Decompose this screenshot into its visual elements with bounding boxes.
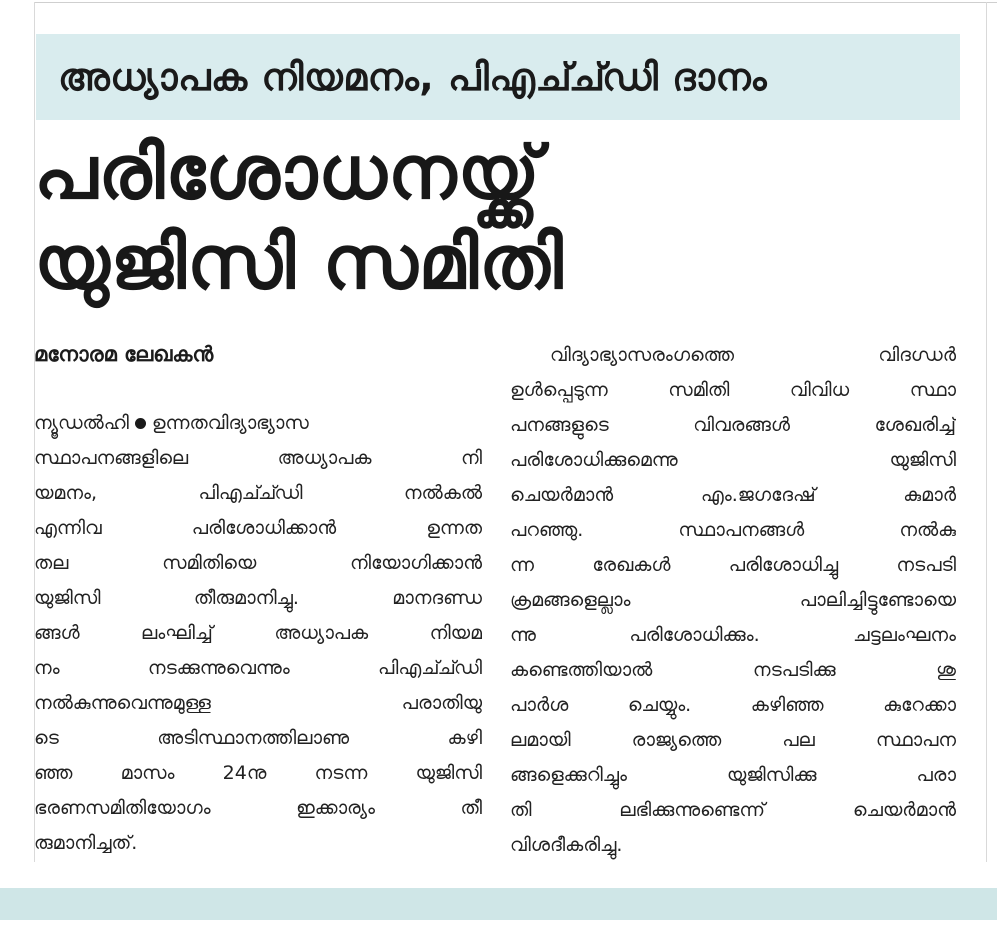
column-1-line-text: ഉന്നതവിദ്യാഭ്യാസ <box>151 412 309 434</box>
headline-line-2: യുജിസി സമിതി <box>34 220 564 306</box>
column-2-line: ഉൾപ്പെടുന്ന സമിതി വിവിധ സ്ഥാ <box>510 379 956 401</box>
column-1-line <box>34 406 482 441</box>
article-column-2 <box>510 338 956 863</box>
column-1-line: ങ്ങൾ ലംഘിച്ച് അധ്യാപക നിയമ <box>34 622 482 644</box>
bottom-band <box>0 888 997 920</box>
column-2-line: തി ലഭിക്കുന്നുണ്ടെന്ന് ചെയർമാൻ <box>510 799 956 821</box>
right-border-rule <box>986 2 987 862</box>
column-2-line: ചെയർമാൻ എം.ജഗദേഷ് കുമാർ <box>510 484 956 506</box>
column-1-line: നം നടക്കുന്നുവെന്നും പിഎച്ച്ഡി <box>34 657 482 679</box>
article-column-1 <box>34 406 482 861</box>
byline: മനോരമ ലേഖകൻ <box>34 342 214 366</box>
kicker-text: അധ്യാപക നിയമനം, പിഎച്ച്ഡി ദാനം <box>58 54 768 99</box>
column-2-line: പറഞ്ഞു. സ്ഥാപനങ്ങൾ നൽകു <box>510 519 956 541</box>
column-2-line: വിശദീകരിച്ചു. <box>510 834 623 856</box>
column-2-line: ന്ന രേഖകൾ പരിശോധിച്ചു നടപടി <box>510 554 956 576</box>
column-2-line: ലമായി രാജ്യത്തെ പല സ്ഥാപന <box>510 729 956 751</box>
column-1-line: എന്നിവ പരിശോധിക്കാൻ ഉന്നത <box>34 517 482 539</box>
dateline-bullet-icon <box>135 418 146 429</box>
column-2-line: ന്നു പരിശോധിക്കും. ചട്ടലംഘനം <box>510 624 956 646</box>
column-1-line: ഞ്ഞ മാസം 24നു നടന്ന യുജിസി <box>34 762 482 784</box>
column-1-line: യുജിസി തീരുമാനിച്ചു. മാനദണ്ഡ <box>34 587 482 609</box>
dateline: ന്യൂഡൽഹി <box>34 412 129 434</box>
top-rule <box>34 2 997 3</box>
column-2-line: ക്രമങ്ങളെല്ലാം പാലിച്ചിട്ടുണ്ടോയെ <box>510 589 956 611</box>
column-2-line: പനങ്ങളുടെ വിവരങ്ങൾ ശേഖരിച്ച് <box>510 414 956 436</box>
kicker-band <box>36 34 960 120</box>
column-2-line: കണ്ടെത്തിയാൽ നടപടിക്കു ശു <box>510 659 956 681</box>
column-1-line: ടെ അടിസ്ഥാനത്തിലാണു കഴി <box>34 727 482 749</box>
column-1-line: രുമാനിച്ചത്. <box>34 832 138 854</box>
column-2-line: പരിശോധിക്കുമെന്നു യുജിസി <box>510 449 956 471</box>
column-2-line: ങ്ങളെക്കുറിച്ചും യുജിസിക്കു പരാ <box>510 764 956 786</box>
headline-line-1: പരിശോധനയ്ക്ക് <box>34 130 541 216</box>
column-1-line: നൽകുന്നുവെന്നുമുള്ള പരാതിയു <box>34 692 482 714</box>
column-1-line: യമനം, പിഎച്ച്ഡി നൽകൽ <box>34 482 482 504</box>
headline <box>34 128 954 308</box>
column-1-line: സ്ഥാപനങ്ങളിലെ അധ്യാപക നി <box>34 447 482 469</box>
column-1-line: ഭരണസമിതിയോഗം ഇക്കാര്യം തീ <box>34 797 482 819</box>
column-2-line: പാർശ ചെയ്യും. കഴിഞ്ഞ കുറേക്കാ <box>510 694 956 716</box>
column-2-line: വിദ്യാഭ്യാസരംഗത്തെ വിദഗ്ധർ <box>550 344 956 366</box>
column-1-line: തല സമിതിയെ നിയോഗിക്കാൻ <box>34 552 482 574</box>
